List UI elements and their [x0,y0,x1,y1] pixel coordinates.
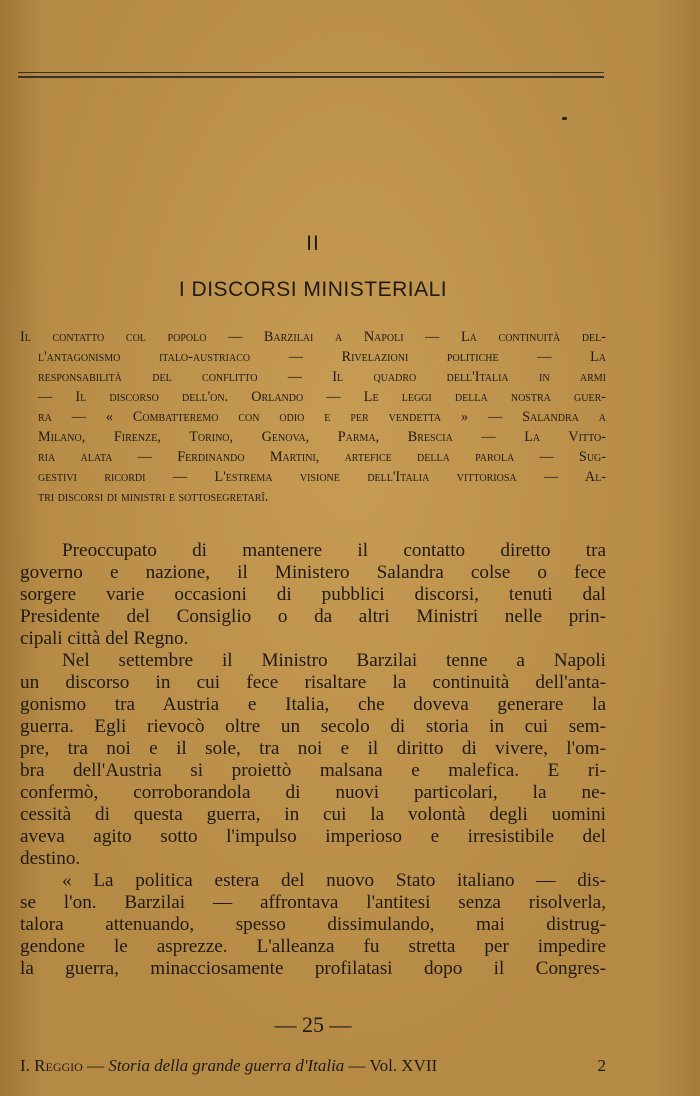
page-number: — 25 — [274,1012,352,1037]
body-line: se l'on. Barzilai — affrontava l'antitesi senza risolverla, [20,892,606,913]
body-line: un discorso in cui fece risaltare la continuità dell'anta- [20,672,606,693]
footer-book-title: Storia della grande guerra d'Italia [108,1056,345,1075]
body-line: aveva agito sotto l'impulso imperioso e irresistibile del [20,826,606,847]
body-line: « La politica estera del nuovo Stato italiano — dis- [62,870,606,891]
body-line: Preoccupato di mantenere il contatto diretto tra [62,540,606,561]
body-line: governo e nazione, il Ministero Salandra colse o fece [20,562,606,583]
summary-line: Il contatto col popolo — Barzilai a Napoli — La continuità del- [20,329,606,345]
body-line: sorgere varie occasioni di pubblici discorsi, tenuti dal [20,584,606,605]
body-text [20,540,606,980]
body-line: Presidente del Consiglio o da altri Ministri nelle prin- [20,606,606,627]
body-line: pre, tra noi e il sole, tra noi e il diritto di vivere, l'om- [20,738,606,759]
summary-line: — Il discorso dell'on. Orlando — Le leggi della nostra guer- [38,389,606,405]
body-line: cessità di questa guerra, in cui la volontà degli uomini [20,804,606,825]
chapter-number: II [306,232,320,255]
summary-line: tri discorsi di ministri e sottosegretarî. [38,489,269,505]
body-line: la guerra, minacciosamente profilatasi dopo il Congres- [20,958,606,979]
body-line: bra dell'Austria si proiettò malsana e malefica. E ri- [20,760,606,781]
summary-line: l'antagonismo italo-austriaco — Rivelazioni politiche — La [38,349,606,365]
summary-line: responsabilità del conflitto — Il quadro dell'Italia in armi [38,369,606,385]
ink-speck [562,117,567,120]
footer-volume: Vol. XVII [369,1056,438,1075]
footer-dash: — [87,1056,105,1075]
footer-author: I. Reggio [20,1056,83,1075]
chapter-summary [20,327,606,507]
body-line: gendone le asprezze. L'alleanza fu stretta per impedire [20,936,606,957]
body-line: Nel settembre il Ministro Barzilai tenne a Napoli [62,650,606,671]
summary-line: Milano, Firenze, Torino, Genova, Parma, Brescia — La Vitto- [38,429,606,445]
body-line: confermò, corroborandola di nuovi particolari, la ne- [20,782,606,803]
body-line: gonismo tra Austria e Italia, che doveva generare la [20,694,606,715]
chapter-title: I DISCORSI MINISTERIALI [178,278,448,301]
footer-dash: — [348,1056,366,1075]
top-rule-double [18,76,604,78]
summary-line: ra — « Combatteremo con odio e per vendetta » — Salandra a [38,409,606,425]
body-line: cipali città del Regno. [20,628,189,649]
top-rule [18,72,604,73]
running-footer [20,1056,606,1076]
body-line: guerra. Egli rievocò oltre un secolo di storia in cui sem- [20,716,606,737]
footer-signature-mark: 2 [597,1056,606,1075]
summary-line: ria alata — Ferdinando Martini, artefice della parola — Sug- [38,449,606,465]
body-line: destino. [20,848,81,869]
body-line: talora attenuando, spesso dissimulando, mai distrug- [20,914,606,935]
summary-line: gestivi ricordi — L'estrema visione dell'Italia vittoriosa — Al- [38,469,606,485]
